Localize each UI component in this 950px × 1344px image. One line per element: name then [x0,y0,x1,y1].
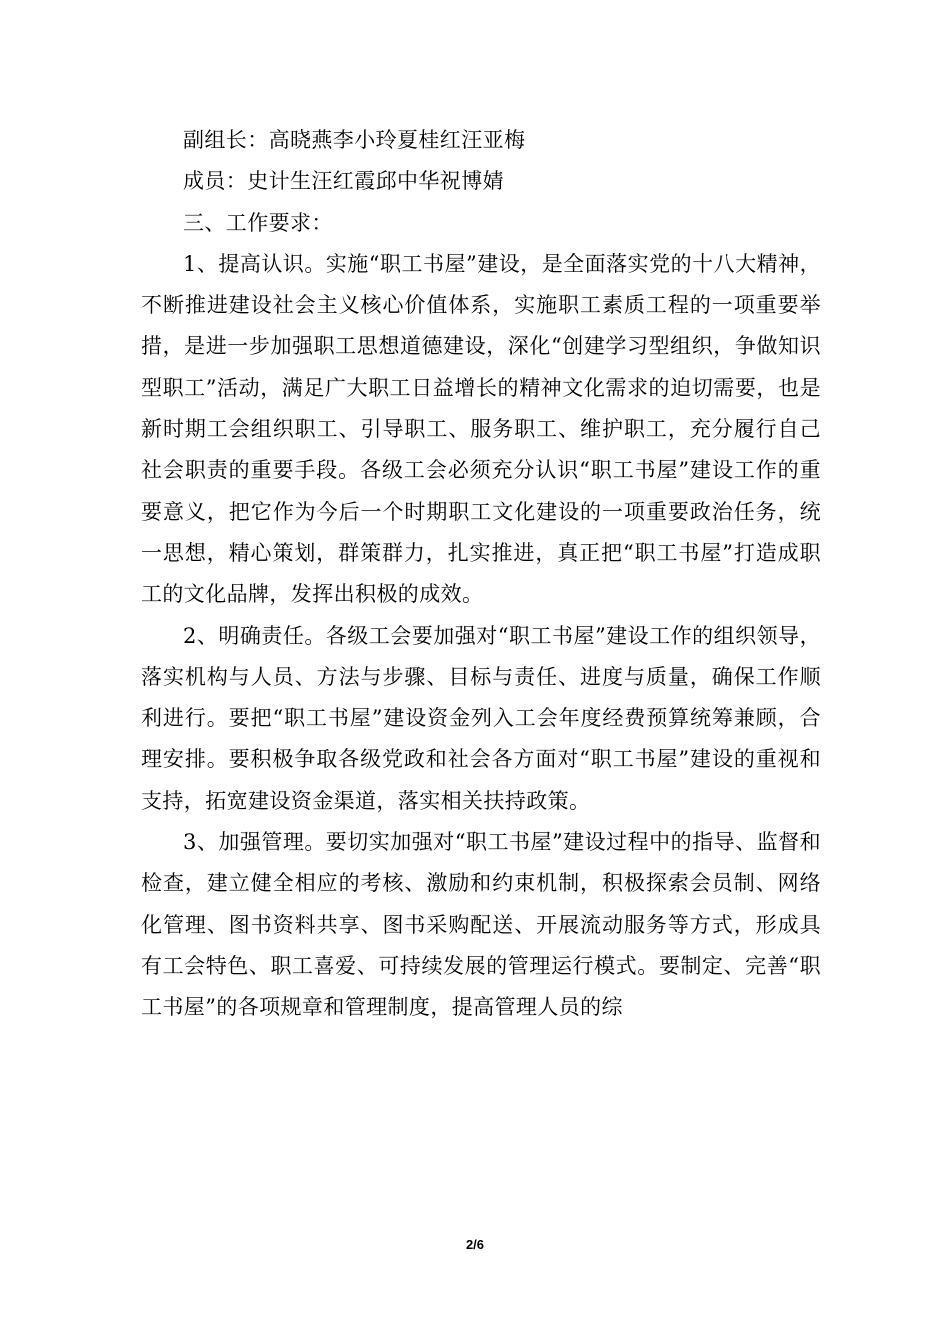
requirement-3-paragraph: 3、加强管理。要切实加强对“职工书屋”建设过程中的指导、监督和检查，建立健全相应的考核、激励和约束机制，积极探索会员制、网络化管理、图书资料共享、图书采购配送、开展流动服务等方式，形成具有工会特色、职工喜爱、可持续发展的管理运行模式。要制定、完善“职工书屋”的各项规章和管理制度，提高管理人员的综 [141,830,821,1020]
deputy-leaders-paragraph: 副组长：高晓燕李小玲夏桂红汪亚梅 [183,128,526,152]
requirement-2-paragraph: 2、明确责任。各级工会要加强对“职工书屋”建设工作的组织领导，落实机构与人员、方法与步骤、目标与责任、进度与质量，确保工作顺利进行。要把“职工书屋”建设资金列入工会年度经费预算统筹兼顾，合理安排。要积极争取各级党政和社会各方面对“职工书屋”建设的重视和支持，拓宽建设资金渠道，落实相关扶持政策。 [141,623,821,813]
members-paragraph: 成员：史计生汪红霞邱中华祝博婧 [183,169,504,194]
section-heading-work-requirements: 三、工作要求： [183,210,333,235]
document-body [141,120,821,1029]
requirement-1-paragraph: 1、提高认识。实施“职工书屋”建设，是全面落实党的十八大精神，不断推进建设社会主义核心价值体系，实施职工素质工程的一项重要举措，是进一步加强职工思想道德建设，深化“创建学习型组织，争做知识型职工”活动，满足广大职工日益增长的精神文化需求的迫切需要，也是新时期工会组织职工、引导职工、服务职工、维护职工，充分履行自己社会职责的重要手段。各级工会必须充分认识“职工书屋”建设工作的重要意义，把它作为今后一个时期职工文化建设的一项重要政治任务，统一思想，精心策划，群策群力，扎实推进，真正把“职工书屋”打造成职工的文化品牌，发挥出积极的成效。 [141,251,821,607]
page-number: 2/6 [465,1237,485,1252]
